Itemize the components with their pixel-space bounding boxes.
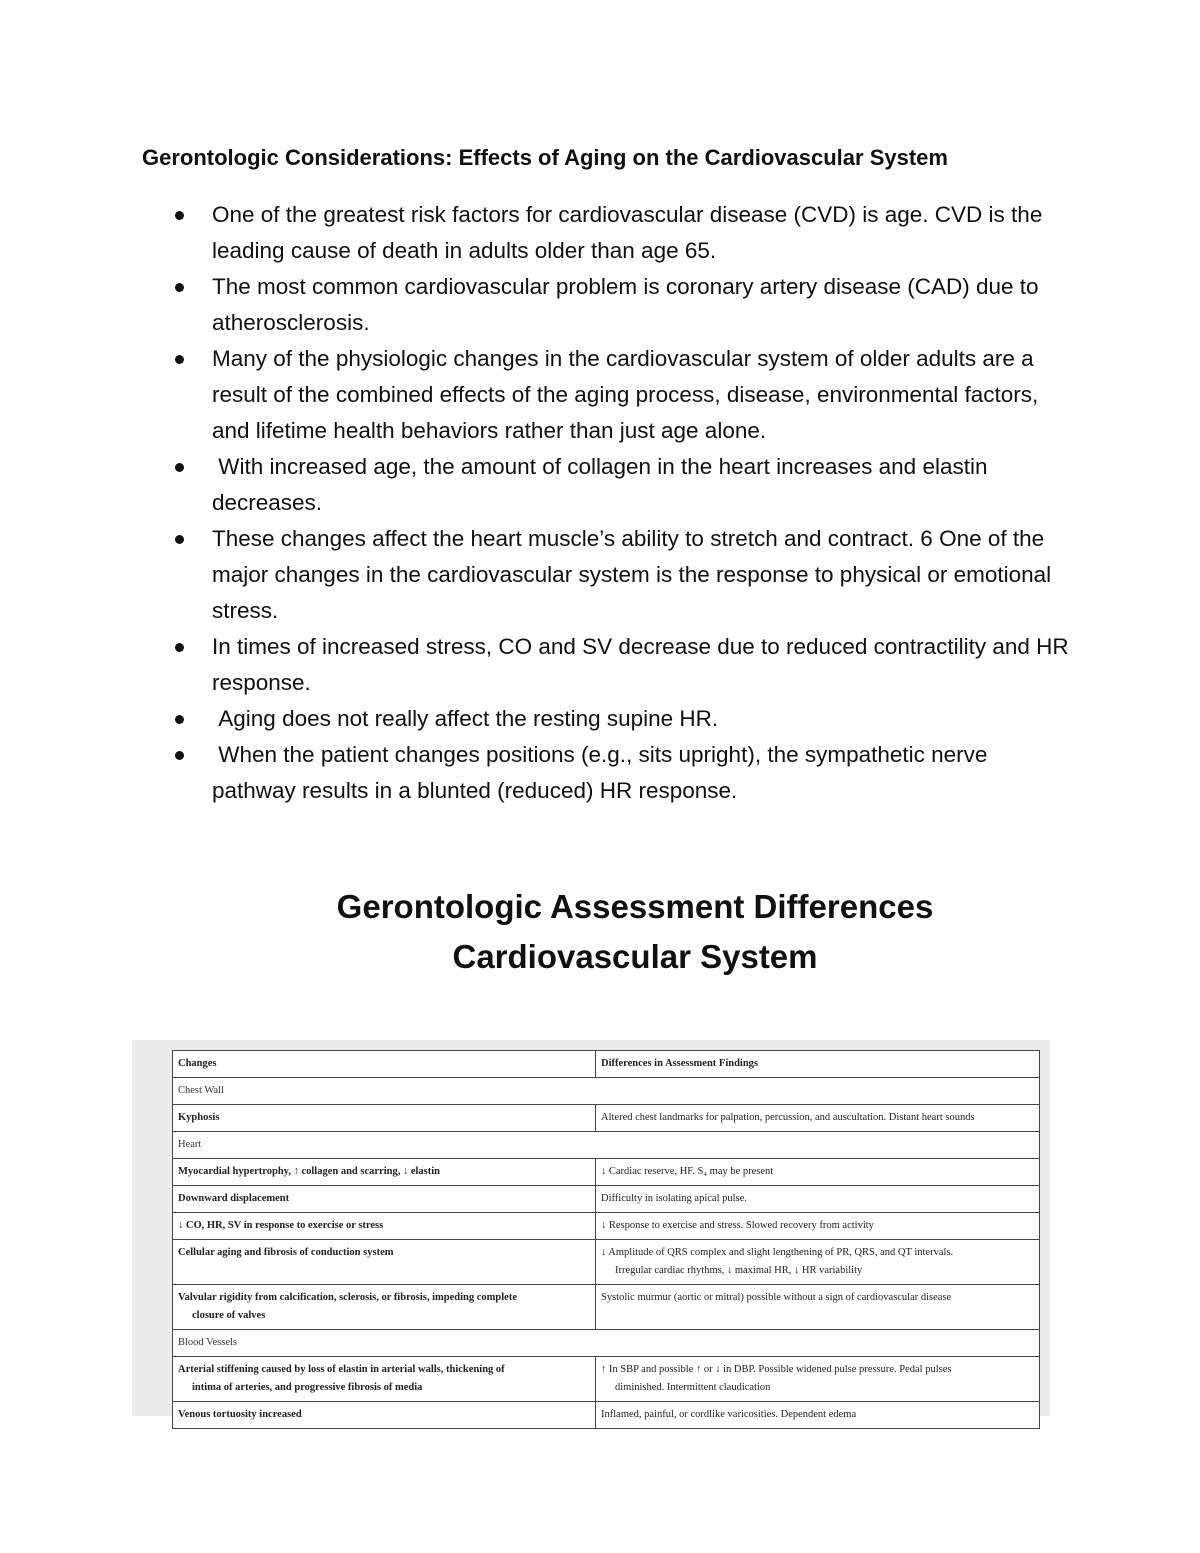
section-chest-wall: Chest Wall — [173, 1078, 1040, 1105]
change-cell: Cellular aging and fibrosis of conduction system — [173, 1240, 596, 1285]
bullet-list — [172, 197, 1072, 809]
change-cell: ↓ CO, HR, SV in response to exercise or stress — [173, 1213, 596, 1240]
bullet-icon — [175, 751, 184, 760]
change-line: Arterial stiffening caused by loss of elastin in arterial walls, thickening of — [178, 1364, 505, 1375]
list-item — [172, 737, 1072, 809]
document-title: Gerontologic Considerations: Effects of Aging on the Cardiovascular System — [142, 145, 948, 170]
table-row — [173, 1105, 1040, 1132]
change-cell: Kyphosis — [173, 1105, 596, 1132]
change-line: intima of arteries, and progressive fibrosis of media — [192, 1382, 423, 1393]
finding-cell: Difficulty in isolating apical pulse. — [596, 1186, 1040, 1213]
bullet-icon — [175, 355, 184, 364]
bullet-icon — [175, 211, 184, 220]
bullet-text: When the patient changes positions (e.g., sits upright), the sympathetic nerve pathway results in a blunted (reduced) HR response. — [212, 742, 994, 803]
change-cell — [173, 1285, 596, 1330]
finding-cell: Inflamed, painful, or cordlike varicosities. Dependent edema — [596, 1402, 1040, 1429]
list-item — [172, 197, 1072, 269]
table-row — [173, 1240, 1040, 1285]
table-header-row — [173, 1051, 1040, 1078]
finding-line: diminished. Intermittent claudication — [615, 1382, 771, 1393]
table-image-panel — [132, 1040, 1050, 1420]
list-item — [172, 449, 1072, 521]
bullet-icon — [175, 643, 184, 652]
header-changes: Changes — [173, 1051, 596, 1078]
bullet-text: Many of the physiologic changes in the cardiovascular system of older adults are a result of the combined effects of the aging process, disease, environmental factors, and lifetime health behaviors rather than just age alone. — [212, 346, 1039, 443]
table-row — [173, 1402, 1040, 1429]
bullet-text: Aging does not really affect the resting supine HR. — [212, 706, 719, 731]
finding-cell: Altered chest landmarks for palpation, percussion, and auscultation. Distant heart sounds — [596, 1105, 1040, 1132]
bullet-text: These changes affect the heart muscle’s ability to stretch and contract. 6 One of the major changes in the cardiovascular system is the response to physical or emotional stress. — [212, 526, 1052, 623]
change-cell — [173, 1357, 596, 1402]
table-row — [173, 1186, 1040, 1213]
change-cell: Downward displacement — [173, 1186, 596, 1213]
bullet-icon — [175, 715, 184, 724]
bullet-text: The most common cardiovascular problem is coronary artery disease (CAD) due to atherosclerosis. — [212, 274, 1039, 335]
list-item — [172, 269, 1072, 341]
list-item — [172, 701, 1072, 737]
section-heading — [0, 882, 1200, 982]
bullet-icon — [175, 535, 184, 544]
finding-cell — [596, 1240, 1040, 1285]
section-heading-line1: Gerontologic Assessment Differences — [336, 888, 934, 925]
header-findings: Differences in Assessment Findings — [596, 1051, 1040, 1078]
list-item — [172, 629, 1072, 701]
table-row — [173, 1285, 1040, 1330]
table-row — [173, 1159, 1040, 1186]
finding-cell: ↓ Response to exercise and stress. Slowed recovery from activity — [596, 1213, 1040, 1240]
finding-line: ↓ Amplitude of QRS complex and slight lengthening of PR, QRS, and QT intervals. — [601, 1247, 954, 1258]
table-section-row — [173, 1330, 1040, 1357]
section-blood-vessels: Blood Vessels — [173, 1330, 1040, 1357]
finding-cell: ↓ Cardiac reserve, HF. S₄ may be present — [596, 1159, 1040, 1186]
bullet-text: With increased age, the amount of collagen in the heart increases and elastin decreases. — [212, 454, 994, 515]
bullet-icon — [175, 463, 184, 472]
list-item — [172, 521, 1072, 629]
change-cell: Myocardial hypertrophy, ↑ collagen and scarring, ↓ elastin — [173, 1159, 596, 1186]
table-row — [173, 1213, 1040, 1240]
bullet-text: In times of increased stress, CO and SV decrease due to reduced contractility and HR response. — [212, 634, 1069, 695]
section-heart: Heart — [173, 1132, 1040, 1159]
bullet-text: One of the greatest risk factors for cardiovascular disease (CVD) is age. CVD is the leading cause of death in adults older than age 65. — [212, 202, 1043, 263]
change-line: Valvular rigidity from calcification, sclerosis, or fibrosis, impeding complete — [178, 1292, 517, 1303]
section-heading-line2: Cardiovascular System — [452, 938, 818, 975]
table-section-row — [173, 1078, 1040, 1105]
table-row — [173, 1357, 1040, 1402]
list-item — [172, 341, 1072, 449]
assessment-table — [172, 1050, 1040, 1429]
finding-cell: Systolic murmur (aortic or mitral) possible without a sign of cardiovascular disease — [596, 1285, 1040, 1330]
change-line: closure of valves — [192, 1310, 266, 1321]
bullet-icon — [175, 283, 184, 292]
change-cell: Venous tortuosity increased — [173, 1402, 596, 1429]
finding-line: Irregular cardiac rhythms, ↓ maximal HR, ↓ HR variability — [615, 1265, 863, 1276]
table-section-row — [173, 1132, 1040, 1159]
finding-cell — [596, 1357, 1040, 1402]
finding-line: ↑ In SBP and possible ↑ or ↓ in DBP. Possible widened pulse pressure. Pedal pulses — [601, 1364, 952, 1375]
